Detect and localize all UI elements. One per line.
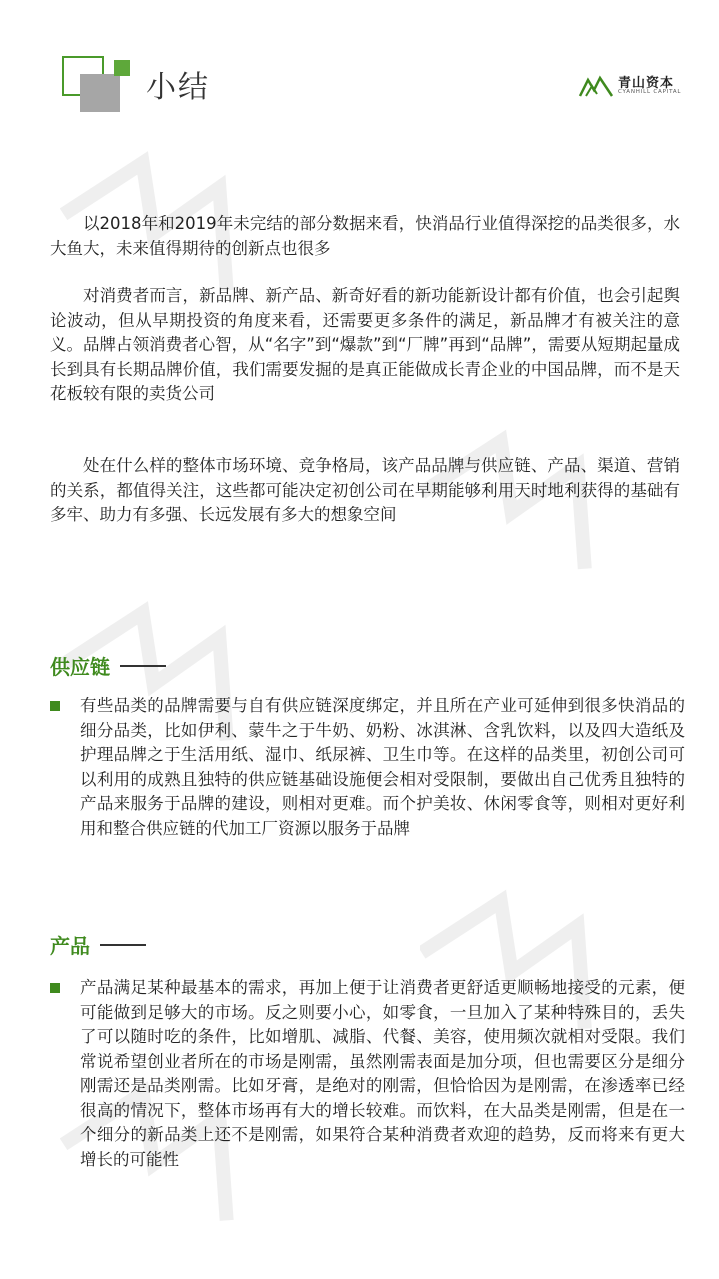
bullet-marker [50,983,60,993]
section-heading-supply-chain [50,651,166,680]
section-heading-label: 供应链 [50,655,110,679]
mountain-logo-icon [578,72,614,98]
deco-green-square [114,60,130,76]
title-decoration [62,56,142,116]
intro-paragraph: 对消费者而言，新品牌、新产品、新奇好看的新功能新设计都有价值，也会引起舆论波动，但从早期投资的角度来看，还需要更多条件的满足，新品牌才有被关注的意义。品牌占领消费者心智，从“名字”到“爆款”到“厂牌”再到“品牌”，需要从短期起量成长到具有长期品牌价值，我们需要发掘的是真正能做成长青企业的中国品牌，而不是天花板较有限的卖货公司 [50,286,680,403]
intro-paragraph: 处在什么样的整体市场环境、竞争格局，该产品品牌与供应链、产品、渠道、营销的关系，都值得关注，这些都可能决定初创公司在早期能够利用天时地利获得的基础有多牢、助力有多强、长远发展有多大的想象空间 [50,456,680,524]
bullet-text: 有些品类的品牌需要与自有供应链深度绑定，并且所在产业可延伸到很多快消品的细分品类，比如伊利、蒙牛之于牛奶、奶粉、冰淇淋、含乳饮料，以及四大造纸及护理品牌之于生活用纸、湿巾、纸尿裤、卫生巾等。在这样的品类里，初创公司可以利用的成熟且独特的供应链基础设施便会相对受限制，要做出自己优秀且独特的产品来服务于品牌的建设，则相对更难。而个护美妆、休闲零食等，则相对更好利用和整合供应链的代加工厂资源以服务于品牌 [80,696,685,838]
deco-gray-square [80,74,120,112]
logo-name: 青山资本 [618,76,675,91]
heading-divider [120,665,166,667]
bullet-marker [50,701,60,711]
intro-paragraph: 以2018年和2019年未完结的部分数据来看，快消品行业值得深挖的品类很多，水大鱼大，未来值得期待的创新点也很多 [50,214,680,258]
heading-divider [100,944,146,946]
logo-subtitle: CYANHILL CAPITAL [618,89,682,95]
section-heading-product [50,930,146,959]
watermark-logo-icon [60,110,380,310]
brand-logo [578,70,688,100]
section-heading-label: 产品 [50,934,90,958]
page-title: 小结 [146,70,210,105]
bullet-text: 产品满足某种最基本的需求，再加上便于让消费者更舒适更顺畅地接受的元素，便可能做到足够大的市场。反之则要小心，如零食，一旦加入了某种特殊目的，丢失了可以随时吃的条件，比如增肌、减脂、代餐、美容，使用频次就相对受限。我们常说希望创业者所在的市场是刚需，虽然刚需表面是加分项，但也需要区分是细分刚需还是品类刚需。比如牙膏，是绝对的刚需，但恰恰因为是刚需，在渗透率已经很高的情况下，整体市场再有大的增长较难。而饮料，在大品类是刚需，但是在一个细分的新品类上还不是刚需，如果符合某种消费者欢迎的趋势，反而将来有更大增长的可能性 [80,978,685,1169]
